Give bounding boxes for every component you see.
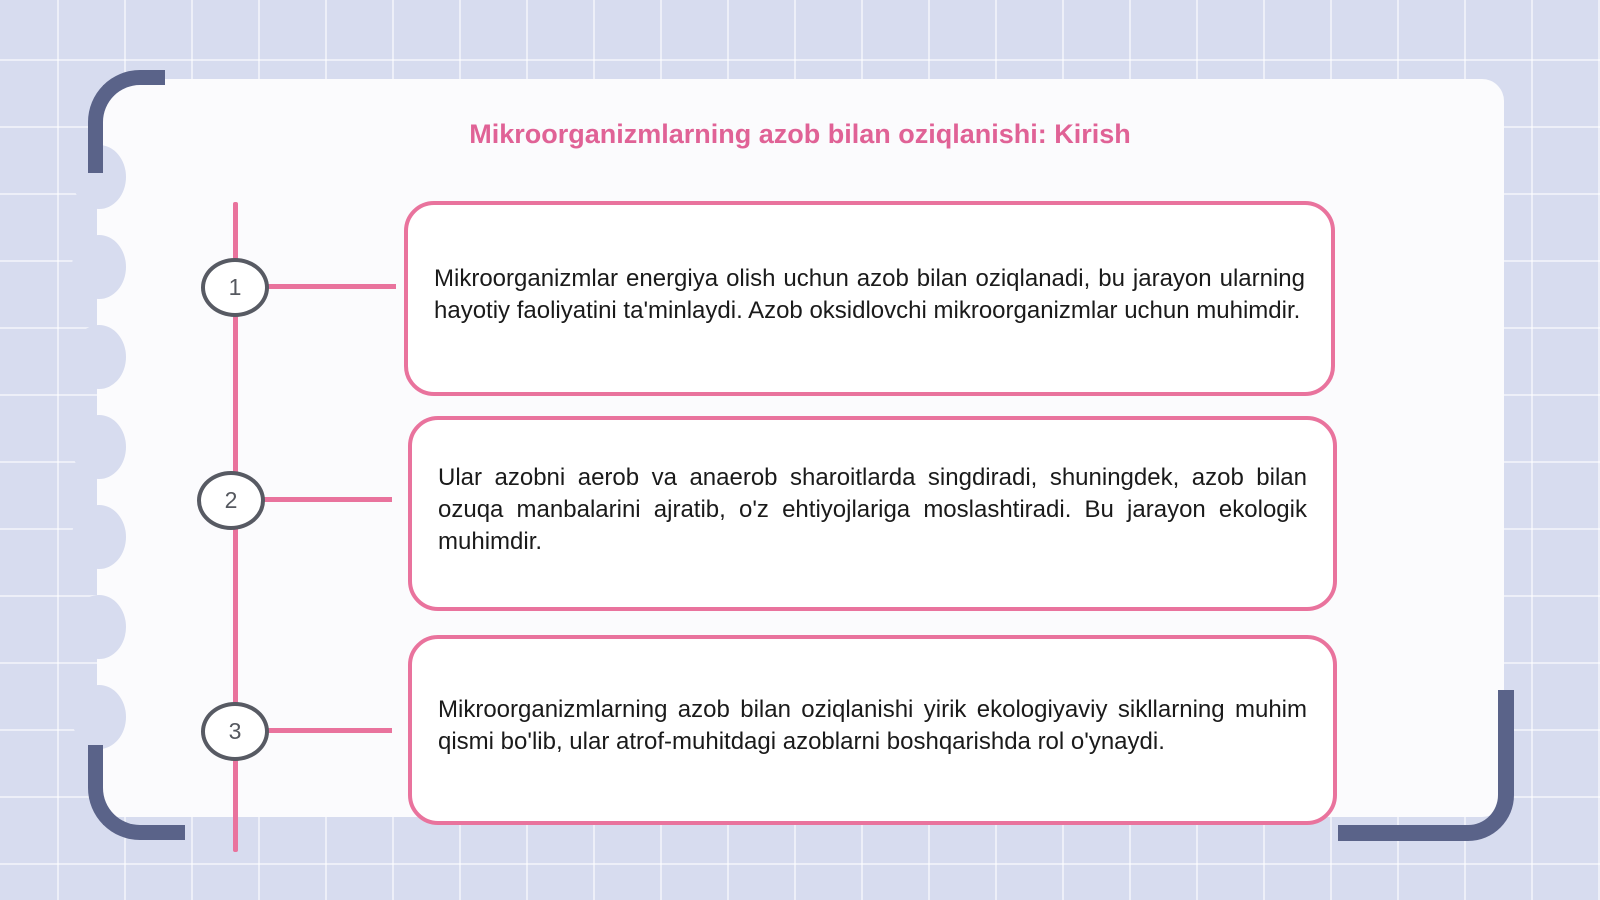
corner-bracket-bottom-right bbox=[1338, 690, 1514, 841]
step-card-text: Mikroorganizmlar energiya olish uchun azob bilan oziqlanadi, bu jarayon ularning hayotiy faoliyatini ta'minlaydi. Azob oksidlovchi mikroorganizmlar uchun muhimdir. bbox=[434, 264, 1305, 324]
step-number-circle bbox=[201, 702, 269, 761]
paper-notch bbox=[72, 505, 126, 569]
paper-notch bbox=[72, 415, 126, 479]
step-number: 2 bbox=[224, 487, 238, 513]
paper-notch bbox=[72, 595, 126, 659]
step-card bbox=[408, 635, 1337, 825]
paper-notch bbox=[72, 685, 126, 749]
timeline-connector bbox=[258, 497, 392, 502]
paper-notch bbox=[72, 235, 126, 299]
timeline-connector bbox=[262, 728, 392, 733]
corner-bracket-bottom-left bbox=[88, 745, 185, 840]
paper-notch bbox=[72, 325, 126, 389]
timeline-connector bbox=[262, 284, 396, 289]
step-card bbox=[404, 201, 1335, 396]
step-card bbox=[408, 416, 1337, 611]
step-number: 3 bbox=[228, 718, 242, 744]
step-number-circle bbox=[201, 258, 269, 317]
step-card-text: Mikroorganizmlarning azob bilan oziqlanishi yirik ekologiyaviy sikllarning muhim qismi bo'lib, ular atrof-muhitdagi azoblarni boshqarishda rol o'ynaydi. bbox=[438, 696, 1307, 755]
step-card-text: Ular azobni aerob va anaerob sharoitlarda singdiradi, shuningdek, azob bilan ozuqa manbalarini ajratib, o'z ehtiyojlariga moslashtiradi. Bu jarayon ekologik muhimdir. bbox=[438, 463, 1307, 555]
slide-title: Mikroorganizmlarning azob bilan oziqlanishi: Kirish bbox=[469, 119, 1131, 149]
step-number: 1 bbox=[228, 274, 242, 300]
corner-bracket-top-left bbox=[88, 70, 165, 173]
step-number-circle bbox=[197, 471, 265, 530]
